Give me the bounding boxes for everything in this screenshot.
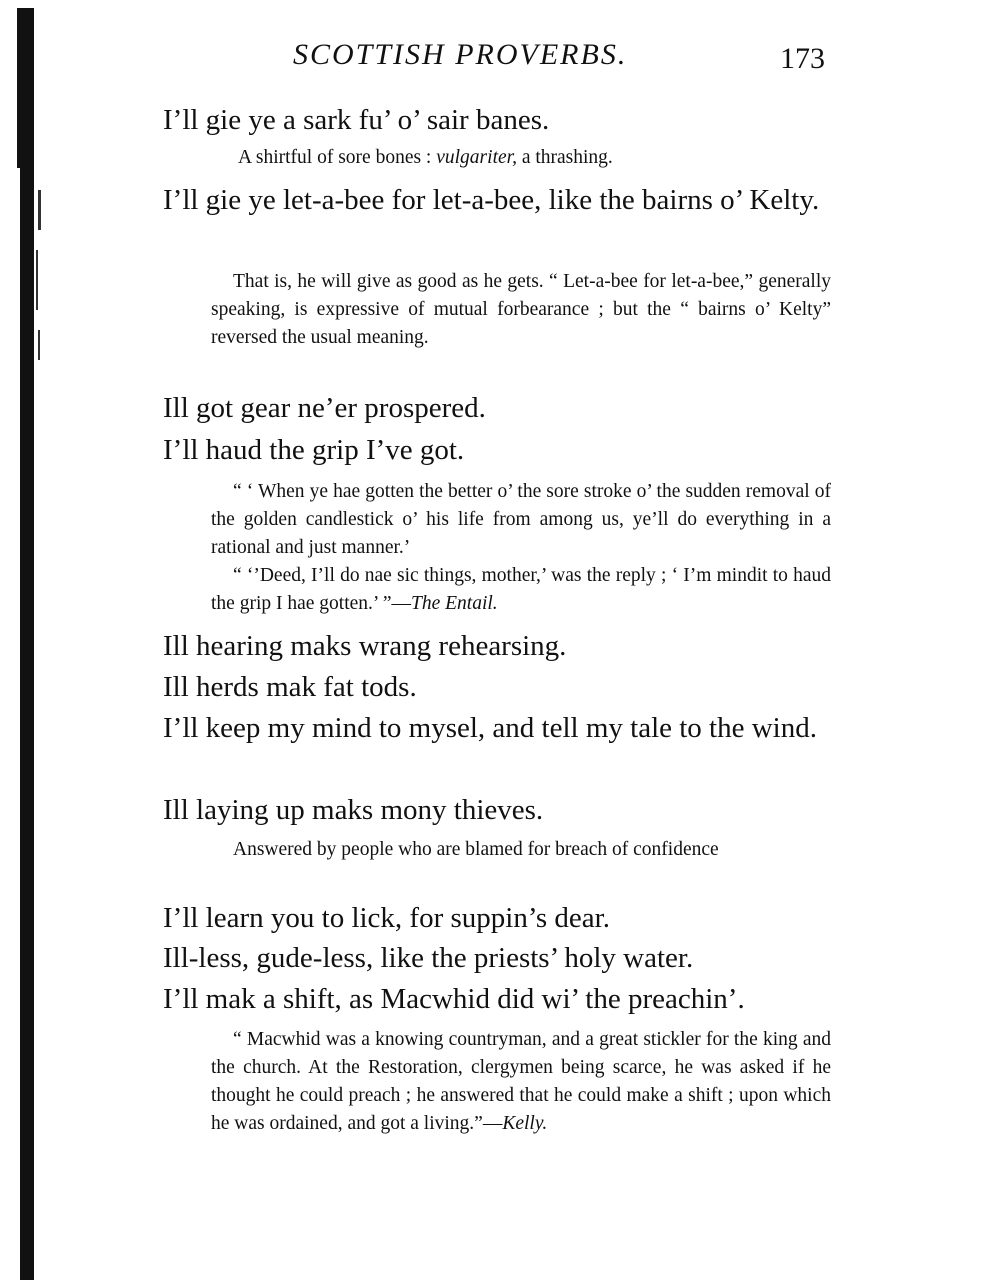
proverb: I’ll gie ye let-a-bee for let-a-bee, like the bairns o’ Kelty. <box>163 184 820 216</box>
proverb-note: Answered by people who are blamed for breach of confidence <box>233 839 719 860</box>
source-citation: Kelly. <box>502 1113 548 1134</box>
proverb-note: That is, he will give as good as he gets. “ Let-a-bee for let-a-bee,” generally speaking, is expressive of mutual forbearance ; but the “ bairns o’ Kelty” reversed the usual meaning. <box>211 271 831 348</box>
proverb-note: A shirtful of sore bones : vulgariter, a thrashing. <box>238 147 613 168</box>
margin-mark <box>38 330 40 360</box>
book-spine-edge <box>20 8 34 1280</box>
proverb: Ill got gear ne’er prospered. <box>163 392 486 424</box>
quotation-note: “ Macwhid was a knowing countryman, and a great stickler for the king and the church. At the Restoration, clergymen being scarce, he was asked if he thought he could preach ; he answered that he could make a shift ; upon which he was ordained, and got a living.”—Kelly. <box>211 1029 831 1134</box>
proverb: I’ll mak a shift, as Macwhid did wi’ the preachin’. <box>163 983 745 1015</box>
proverb: Ill laying up maks mony thieves. <box>163 794 544 826</box>
page-number: 173 <box>780 42 825 75</box>
margin-mark <box>36 250 38 310</box>
running-head: SCOTTISH PROVERBS. <box>293 38 628 71</box>
proverb: Ill-less, gude-less, like the priests’ holy water. <box>163 942 694 974</box>
proverb: I’ll learn you to lick, for suppin’s dear. <box>163 902 610 934</box>
source-citation: The Entail. <box>410 593 498 614</box>
proverb: I’ll keep my mind to mysel, and tell my tale to the wind. <box>163 712 817 744</box>
proverb: I’ll gie ye a sark fu’ o’ sair banes. <box>163 104 550 136</box>
italic-term: vulgariter, <box>436 147 517 168</box>
proverb: I’ll haud the grip I’ve got. <box>163 434 465 466</box>
margin-mark <box>38 190 41 230</box>
proverb: Ill herds mak fat tods. <box>163 671 417 703</box>
quotation-note: “ ‘ When ye hae gotten the better o’ the sore stroke o’ the sudden removal of the golden candlestick o’ his life from among us, ye’ll do everything in a rational and just manner.’ “ ‘’Deed, I’ll do nae sic things, mother,’ was the reply ; ‘ I’m mindit to haud the grip I hae gotten.’ ”—The Entail. <box>211 481 831 614</box>
proverb: Ill hearing maks wrang rehearsing. <box>163 630 567 662</box>
